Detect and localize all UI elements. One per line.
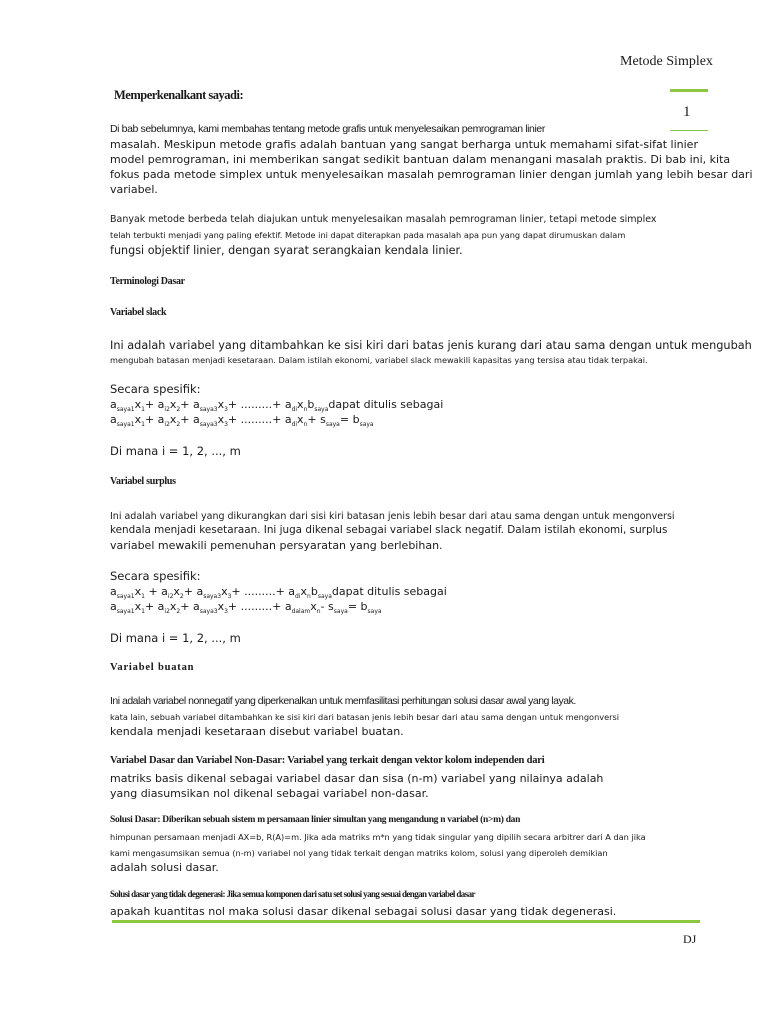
intro-line-4: fokus pada metode simplex untuk menyelesaikan masalah pemrograman linier dengan jumlah yang lebih besar dari	[110, 168, 753, 181]
slack-equation-tail: dapat ditulis sebagai	[328, 398, 444, 411]
dasar-line-2: yang diasumsikan nol dikenal sebagai variabel non-dasar.	[110, 787, 429, 800]
surplus-line-3: variabel mewakili pemenuhan persyaratan yang berlebihan.	[110, 539, 443, 552]
dasar-line-1: matriks basis dikenal sebagai variabel dasar dan sisa (n-m) variabel yang nilainya adalah	[110, 772, 604, 785]
header-title: Metode Simplex	[620, 54, 713, 69]
header-rule-bottom	[670, 130, 708, 131]
intro-line-5: variabel.	[110, 183, 158, 196]
footer-initials: DJ	[683, 932, 697, 946]
para2-line-2: telah terbukti menjadi yang paling efektif. Metode ini dapat diterapkan pada masalah apa pun yang dapat dirumuskan dalam	[110, 230, 626, 240]
page-number: 1	[683, 104, 691, 120]
intro-line-2: masalah. Meskipun metode grafis adalah bantuan yang sangat berharga untuk memahami sifat-sifat linier	[110, 138, 698, 151]
slack-heading: Variabel slack	[110, 307, 167, 318]
solusi-line-2: kami mengasumsikan semua (n-m) variabel nol yang tidak terkait dengan matriks kolom, solusi yang diperoleh demikian	[110, 848, 608, 858]
intro-line-1: Di bab sebelumnya, kami membahas tentang metode grafis untuk menyelesaikan pemrograman linier	[110, 123, 545, 135]
slack-dimana: Di mana i = 1, 2, ..., m	[110, 444, 241, 458]
buatan-heading: Variabel buatan	[110, 662, 195, 673]
slack-line-1: Ini adalah variabel yang ditambahkan ke sisi kiri dari batas jenis kurang dari atau sama dengan untuk mengubah	[110, 339, 752, 352]
buatan-line-2: kata lain, sebuah variabel ditambahkan ke sisi kiri dari batasan jenis lebih besar dari atau sama dengan untuk mengonversi	[110, 712, 620, 722]
surplus-spesifik: Secara spesifik:	[110, 569, 201, 583]
terminologi-heading: Terminologi Dasar	[110, 276, 185, 287]
dasar-heading: Variabel Dasar dan Variabel Non-Dasar: Variabel yang terkait dengan vektor kolom independen dari	[110, 755, 545, 766]
surplus-heading: Variabel surplus	[110, 476, 176, 487]
nondegen-line-1: apakah kuantitas nol maka solusi dasar dikenal sebagai solusi dasar yang tidak degenerasi.	[110, 905, 617, 918]
surplus-equation-2: $a_{saya1}x_1+ a_{i2}x_2+ a_{saya3}x_3+$ .........+ $a_{dalam}x_n-$ $s_{saya}= b_{saya}$	[110, 600, 382, 616]
slack-spesifik: Secara spesifik:	[110, 382, 201, 396]
slack-equation-1: $a_{saya1}x_1+ a_{i2}x_2+ a_{saya3}x_3+$ .........+ $a_{di}x_nb_{saya}dapat$ ditulis sebagai	[110, 398, 444, 414]
surplus-equation-1: $a_{saya1}x_1 + a_{i2}x_2+ a_{saya3}x_3+$ .........+ $a_{di}x_nb_{saya}dapat$ ditulis sebagai	[110, 585, 447, 601]
nondegen-heading: Solusi dasar yang tidak degenerasi: Jika semua komponen dari satu set solusi yang sesuai dengan variabel dasar	[110, 889, 475, 899]
intro-heading: Memperkenalkant sayadi:	[114, 88, 244, 102]
solusi-heading: Solusi Dasar: Diberikan sebuah sistem m persamaan linier simultan yang mengandung n variabel (n>m) dan	[110, 815, 521, 825]
footer-rule	[112, 920, 700, 923]
surplus-line-2: kendala menjadi kesetaraan. Ini juga dikenal sebagai variabel slack negatif. Dalam istilah ekonomi, surplus	[110, 524, 668, 536]
intro-line-3: model pemrograman, ini memberikan sangat sedikit bantuan dalam menangani masalah praktis. Di bab ini, kita	[110, 153, 731, 166]
buatan-line-3: kendala menjadi kesetaraan disebut variabel buatan.	[110, 725, 404, 738]
solusi-line-1: himpunan persamaan menjadi AX=b, R(A)=m. Jika ada matriks m*n yang tidak singular yang dipilih secara arbitrer dari A dan jika	[110, 832, 646, 842]
solusi-line-3: adalah solusi dasar.	[110, 861, 219, 874]
para2-line-3: fungsi objektif linier, dengan syarat serangkaian kendala linier.	[110, 244, 463, 257]
surplus-dimana: Di mana i = 1, 2, ..., m	[110, 631, 241, 645]
buatan-line-1: Ini adalah variabel nonnegatif yang diperkenalkan untuk memfasilitasi perhitungan solusi dasar awal yang layak.	[110, 695, 576, 707]
header-rule-top	[670, 89, 708, 92]
slack-equation-2: $a_{saya1}x_1+ a_{i2}x_2+ a_{saya3}x_3+$ .........+ $a_{di}x_n+ s_{saya}= b_{saya}$	[110, 413, 374, 429]
surplus-equation-tail: dapat ditulis sebagai	[331, 585, 447, 598]
para2-line-1: Banyak metode berbeda telah diajukan untuk menyelesaikan masalah pemrograman linier, tetapi metode simplex	[110, 214, 657, 225]
surplus-line-1: Ini adalah variabel yang dikurangkan dari sisi kiri batasan jenis lebih besar dari atau sama dengan untuk mengonversi	[110, 511, 675, 522]
slack-line-2: mengubah batasan menjadi kesetaraan. Dalam istilah ekonomi, variabel slack mewakili kapasitas yang tersisa atau tidak terpakai.	[110, 355, 648, 365]
